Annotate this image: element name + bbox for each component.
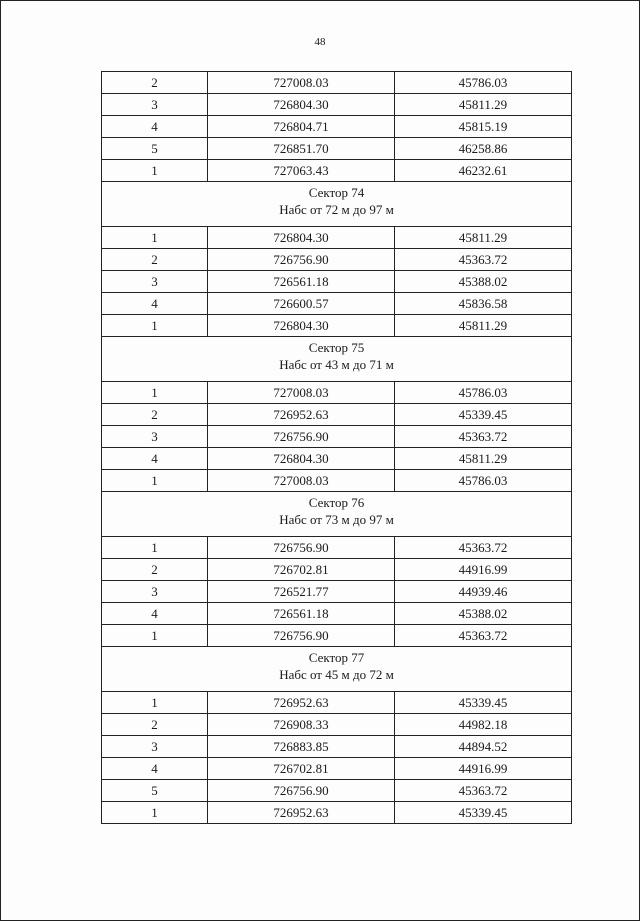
x-coordinate-cell: 726561.18 [208, 271, 395, 293]
page-number: 48 [314, 36, 326, 48]
table-row [102, 293, 572, 315]
y-coordinate-cell: 44916.99 [395, 758, 572, 780]
point-number-cell: 4 [102, 448, 208, 470]
x-coordinate-cell: 726756.90 [208, 249, 395, 271]
sector-title: Сектор 75 [308, 340, 365, 355]
point-number-cell: 3 [102, 426, 208, 448]
y-coordinate-cell: 46258.86 [395, 138, 572, 160]
table-row [102, 426, 572, 448]
y-coordinate-cell: 46232.61 [395, 160, 572, 182]
point-number-cell: 4 [102, 116, 208, 138]
table-row [102, 736, 572, 758]
point-number-cell: 1 [102, 160, 208, 182]
point-number-cell: 2 [102, 72, 208, 94]
table-row [102, 625, 572, 647]
point-number-cell: 4 [102, 758, 208, 780]
sector-title: Сектор 77 [308, 650, 365, 665]
point-number-cell: 1 [102, 692, 208, 714]
point-number-cell: 1 [102, 470, 208, 492]
y-coordinate-cell: 45363.72 [395, 537, 572, 559]
table-row [102, 758, 572, 780]
y-coordinate-cell: 45836.58 [395, 293, 572, 315]
point-number-cell: 1 [102, 625, 208, 647]
y-coordinate-cell: 45786.03 [395, 470, 572, 492]
sector-header [102, 337, 572, 382]
y-coordinate-cell: 44916.99 [395, 559, 572, 581]
x-coordinate-cell: 726702.81 [208, 559, 395, 581]
table-row [102, 603, 572, 625]
sector-header-row [102, 337, 572, 382]
point-number-cell: 4 [102, 603, 208, 625]
x-coordinate-cell: 727008.03 [208, 72, 395, 94]
table-row [102, 692, 572, 714]
x-coordinate-cell: 726804.30 [208, 94, 395, 116]
point-number-cell: 1 [102, 382, 208, 404]
point-number-cell: 4 [102, 293, 208, 315]
x-coordinate-cell: 726804.30 [208, 315, 395, 337]
y-coordinate-cell: 45388.02 [395, 271, 572, 293]
y-coordinate-cell: 44939.46 [395, 581, 572, 603]
y-coordinate-cell: 45363.72 [395, 249, 572, 271]
point-number-cell: 2 [102, 404, 208, 426]
table-row [102, 470, 572, 492]
x-coordinate-cell: 726756.90 [208, 426, 395, 448]
sector-height-range: Набс от 43 м до 71 м [279, 357, 394, 372]
table-row [102, 271, 572, 293]
table-row [102, 249, 572, 271]
x-coordinate-cell: 726952.63 [208, 802, 395, 824]
y-coordinate-cell: 45363.72 [395, 625, 572, 647]
table-row [102, 537, 572, 559]
y-coordinate-cell: 45363.72 [395, 426, 572, 448]
sector-header [102, 492, 572, 537]
table-row [102, 714, 572, 736]
x-coordinate-cell: 726883.85 [208, 736, 395, 758]
point-number-cell: 5 [102, 138, 208, 160]
x-coordinate-cell: 727008.03 [208, 382, 395, 404]
table-row [102, 780, 572, 802]
point-number-cell: 1 [102, 802, 208, 824]
x-coordinate-cell: 726851.70 [208, 138, 395, 160]
x-coordinate-cell: 726756.90 [208, 780, 395, 802]
x-coordinate-cell: 726702.81 [208, 758, 395, 780]
point-number-cell: 3 [102, 736, 208, 758]
x-coordinate-cell: 726952.63 [208, 404, 395, 426]
y-coordinate-cell: 45811.29 [395, 315, 572, 337]
point-number-cell: 3 [102, 271, 208, 293]
table-row [102, 404, 572, 426]
point-number-cell: 2 [102, 249, 208, 271]
x-coordinate-cell: 727063.43 [208, 160, 395, 182]
x-coordinate-cell: 726804.30 [208, 227, 395, 249]
coordinates-table [101, 71, 572, 824]
y-coordinate-cell: 45811.29 [395, 94, 572, 116]
table-row [102, 138, 572, 160]
x-coordinate-cell: 726952.63 [208, 692, 395, 714]
y-coordinate-cell: 45815.19 [395, 116, 572, 138]
point-number-cell: 1 [102, 227, 208, 249]
table-row [102, 116, 572, 138]
point-number-cell: 2 [102, 714, 208, 736]
sector-height-range: Набс от 45 м до 72 м [279, 667, 394, 682]
sector-header-row [102, 647, 572, 692]
table-row [102, 72, 572, 94]
table-row [102, 227, 572, 249]
table-row [102, 160, 572, 182]
point-number-cell: 1 [102, 537, 208, 559]
point-number-cell: 1 [102, 315, 208, 337]
y-coordinate-cell: 45388.02 [395, 603, 572, 625]
table-row [102, 448, 572, 470]
sector-height-range: Набс от 73 м до 97 м [279, 512, 394, 527]
x-coordinate-cell: 726804.30 [208, 448, 395, 470]
x-coordinate-cell: 727008.03 [208, 470, 395, 492]
point-number-cell: 3 [102, 94, 208, 116]
x-coordinate-cell: 726804.71 [208, 116, 395, 138]
y-coordinate-cell: 45339.45 [395, 692, 572, 714]
y-coordinate-cell: 45811.29 [395, 227, 572, 249]
table-row [102, 94, 572, 116]
y-coordinate-cell: 45786.03 [395, 382, 572, 404]
sector-header [102, 182, 572, 227]
sector-height-range: Набс от 72 м до 97 м [279, 202, 394, 217]
y-coordinate-cell: 44982.18 [395, 714, 572, 736]
sector-header-row [102, 492, 572, 537]
sector-title: Сектор 76 [308, 495, 365, 510]
y-coordinate-cell: 45339.45 [395, 404, 572, 426]
x-coordinate-cell: 726908.33 [208, 714, 395, 736]
sector-title: Сектор 74 [308, 185, 365, 200]
sector-header [102, 647, 572, 692]
x-coordinate-cell: 726756.90 [208, 625, 395, 647]
table-row [102, 315, 572, 337]
y-coordinate-cell: 45363.72 [395, 780, 572, 802]
table-row [102, 581, 572, 603]
table-row [102, 382, 572, 404]
x-coordinate-cell: 726521.77 [208, 581, 395, 603]
x-coordinate-cell: 726561.18 [208, 603, 395, 625]
table-row [102, 559, 572, 581]
sector-header-row [102, 182, 572, 227]
table-row [102, 802, 572, 824]
y-coordinate-cell: 45811.29 [395, 448, 572, 470]
y-coordinate-cell: 45786.03 [395, 72, 572, 94]
point-number-cell: 3 [102, 581, 208, 603]
point-number-cell: 2 [102, 559, 208, 581]
y-coordinate-cell: 45339.45 [395, 802, 572, 824]
x-coordinate-cell: 726600.57 [208, 293, 395, 315]
point-number-cell: 5 [102, 780, 208, 802]
x-coordinate-cell: 726756.90 [208, 537, 395, 559]
y-coordinate-cell: 44894.52 [395, 736, 572, 758]
